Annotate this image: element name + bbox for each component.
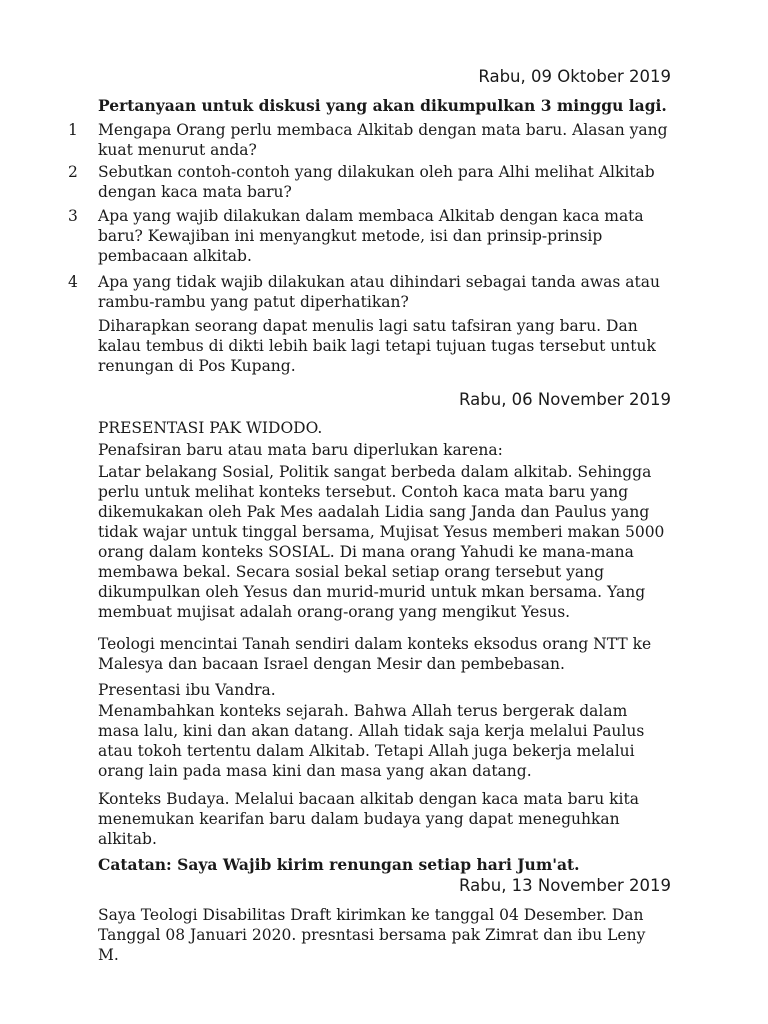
questions-heading: Pertanyaan untuk diskusi yang akan dikumpulkan 3 minggu lagi. <box>98 96 667 115</box>
paragraph: Latar belakang Sosial, Politik sangat berbeda dalam alkitab. Sehingga perlu untuk melihat konteks tersebut. Contoh kaca mata baru yang dikemukakan oleh Pak Mes aadalah Lidia sang Janda dan Paulus yang tidak wajar untuk tinggal bersama, Mujisat Yesus memberi makan 5000 orang dalam konteks SOSIAL. Di mana orang Yahudi ke mana-mana membawa bekal. Secara sosial bekal setiap orang tersebut yang dikumpulkan oleh Yesus dan murid-murid untuk mkan bersama. Yang membuat mujisat adalah orang-orang yang mengikut Yesus. <box>98 463 665 621</box>
question-text: Apa yang tidak wajib dilakukan atau dihindari sebagai tanda awas atau rambu-rambu yang patut diperhatikan? <box>98 273 660 311</box>
date-heading: Rabu, 06 November 2019 <box>459 390 671 409</box>
presenter-heading: Presentasi ibu Vandra. <box>98 681 276 699</box>
question-number: 2 <box>68 163 78 181</box>
question-text: Sebutkan contoh-contoh yang dilakukan oleh para Alhi melihat Alkitab dengan kaca mata baru? <box>98 163 655 201</box>
question-number: 4 <box>68 273 78 291</box>
paragraph: Teologi mencintai Tanah sendiri dalam konteks eksodus orang NTT ke Malesya dan bacaan Israel dengan Mesir dan pembebasan. <box>98 635 652 673</box>
question-number: 1 <box>68 121 78 139</box>
question-text: Apa yang wajib dilakukan dalam membaca Alkitab dengan kaca mata baru? Kewajiban ini menyangkut metode, isi dan prinsip-prinsip pembacaan alkitab. <box>98 207 644 265</box>
date-heading: Rabu, 09 Oktober 2019 <box>478 67 671 86</box>
paragraph: Saya Teologi Disabilitas Draft kirimkan ke tanggal 04 Desember. Dan Tanggal 08 Januari 2020. presntasi bersama pak Zimrat dan ibu Leny M. <box>98 906 646 964</box>
paragraph: Menambahkan konteks sejarah. Bahwa Allah terus bergerak dalam masa lalu, kini dan akan datang. Allah tidak saja kerja melalui Paulus atau tokoh tertentu dalam Alkitab. Tetapi Allah juga bekerja melalui orang lain pada masa kini dan masa yang akan datang. <box>98 702 645 780</box>
paragraph: Konteks Budaya. Melalui bacaan alkitab dengan kaca mata baru kita menemukan kearifan baru dalam budaya yang dapat meneguhkan alkitab. <box>98 790 639 848</box>
assignment-note: Diharapkan seorang dapat menulis lagi satu tafsiran yang baru. Dan kalau tembus di dikti lebih baik lagi tetapi tujuan tugas tersebut untuk renungan di Pos Kupang. <box>98 317 656 375</box>
presenter-heading: PRESENTASI PAK WIDODO. <box>98 419 323 437</box>
question-number: 3 <box>68 207 78 225</box>
reminder-note: Catatan: Saya Wajib kirim renungan setiap hari Jum'at. <box>98 855 580 874</box>
intro-text: Penafsiran baru atau mata baru diperlukan karena: <box>98 441 503 459</box>
question-text: Mengapa Orang perlu membaca Alkitab dengan mata baru. Alasan yang kuat menurut anda? <box>98 121 668 159</box>
date-heading: Rabu, 13 November 2019 <box>459 876 671 895</box>
